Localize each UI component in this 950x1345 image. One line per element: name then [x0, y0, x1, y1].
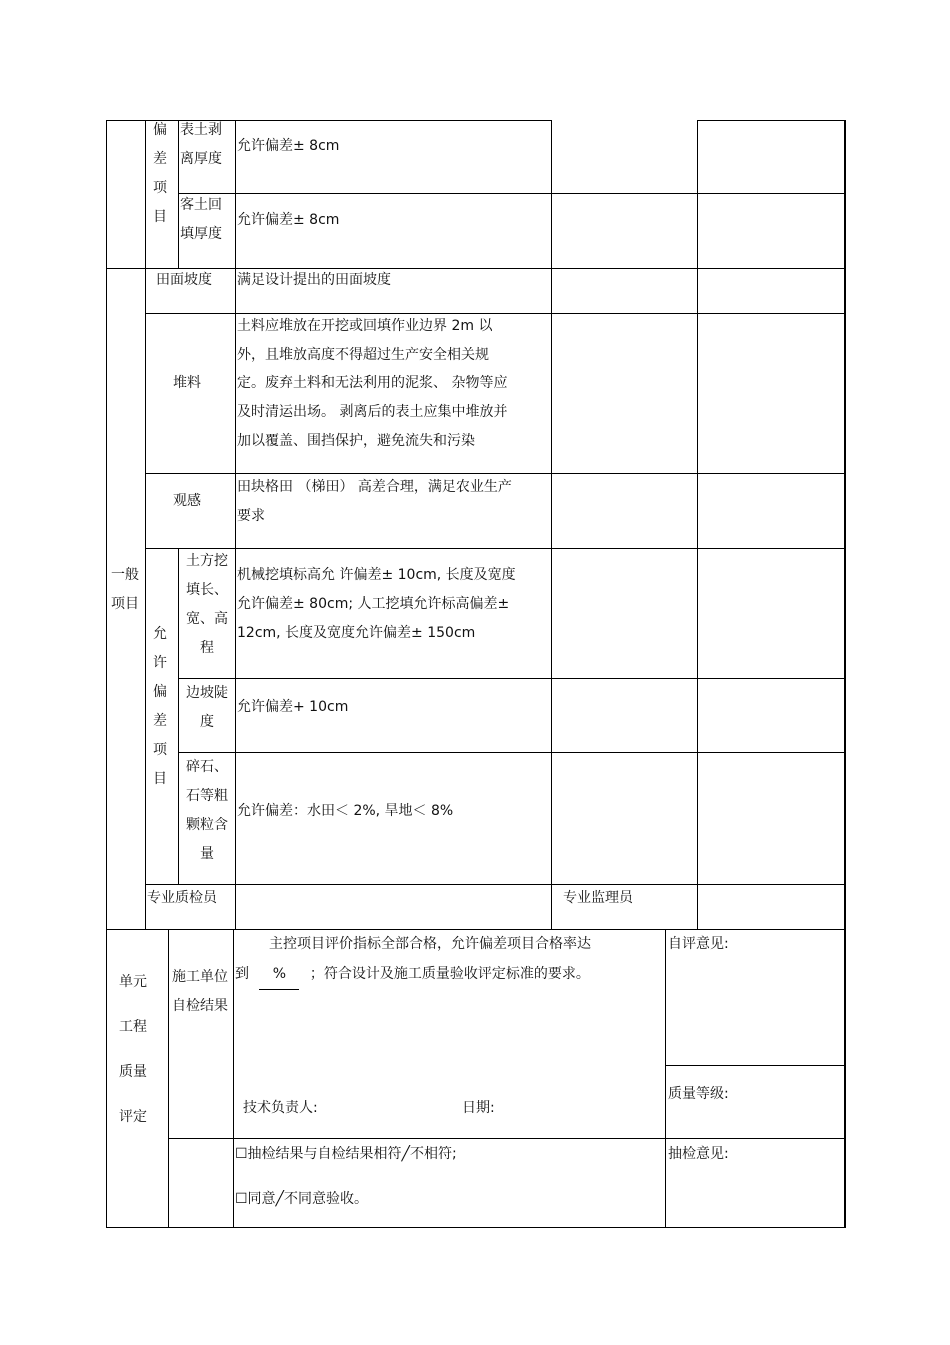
req-slope-grade: 允许偏差+ 10cm: [237, 699, 349, 715]
text-line: 田块格田 （梯田） 高差合理，满足农业生产: [237, 479, 512, 495]
item-slope-grade: 边坡陡度: [186, 685, 228, 730]
text-line: 及时清运出场。 剥离后的表土应集中堆放并: [237, 404, 508, 420]
item-appearance: 观感: [173, 493, 201, 509]
text-line: 允许偏差± 80cm; 人工挖填允许标高偏差±: [237, 596, 510, 612]
rule: [235, 120, 236, 929]
supervisor-label: 专业监理员: [563, 890, 633, 906]
text-line: 要求: [237, 508, 265, 524]
spot-check-accept[interactable]: ☐同意╱不同意验收。: [235, 1191, 368, 1207]
pass-rate-blank[interactable]: %: [259, 960, 299, 990]
text-line: 质量: [119, 1064, 147, 1080]
spot-check-match[interactable]: ☐抽检结果与自检结果相符╱不相符;: [235, 1146, 457, 1162]
rule: [844, 120, 846, 1228]
rule: [551, 120, 552, 929]
text-line: 外，且堆放高度不得超过生产安全相关规: [237, 347, 489, 363]
self-check-statement-line2: [235, 960, 590, 990]
item-topsoil-stripping: 表土剥离厚度: [180, 122, 222, 167]
suffix: ；符合设计及施工质量验收评定标准的要求。: [309, 966, 590, 982]
rule: [178, 678, 845, 679]
prefix: 到: [235, 966, 249, 982]
rule: [697, 120, 698, 929]
rule: [145, 268, 146, 929]
item-field-slope: 田面坡度: [156, 272, 212, 288]
self-opinion-label: 自评意见:: [668, 936, 729, 952]
rule: [106, 268, 845, 269]
req-topsoil-stripping: 允许偏差± 8cm: [237, 138, 340, 154]
deviation-group-label: 偏差项目: [153, 122, 167, 225]
rule: [178, 120, 179, 268]
rule: [233, 929, 234, 1227]
text-line: 单元: [119, 974, 147, 990]
allow-group-label: 允许偏差项目: [153, 626, 167, 787]
quality-grade-label: 质量等级:: [668, 1086, 729, 1102]
text-line: 机械挖填标高允 许偏差± 10cm, 长度及宽度: [237, 567, 516, 583]
rule: [178, 548, 179, 884]
text-line: 评定: [119, 1109, 147, 1125]
general-group-label: 一般项目: [111, 567, 139, 612]
rule: [168, 929, 169, 1227]
rule: [665, 1065, 845, 1066]
item-stockpile: 堆料: [173, 375, 201, 391]
rule: [145, 548, 845, 549]
req-gravel-content: 允许偏差：水田＜ 2%, 旱地＜ 8%: [237, 803, 454, 819]
rule: [106, 120, 107, 1227]
date-label: 日期:: [462, 1100, 495, 1116]
rule: [178, 752, 845, 753]
rule: [145, 884, 845, 885]
spot-opinion-label: 抽检意见:: [668, 1146, 729, 1162]
text-line: 土料应堆放在开挖或回填作业边界 2m 以: [237, 318, 493, 334]
text-line: 加以覆盖、围挡保护，避免流失和污染: [237, 433, 475, 449]
rule: [697, 120, 845, 121]
rule: [665, 929, 666, 1227]
text-line: 12cm, 长度及宽度允许偏差± 150cm: [237, 625, 476, 641]
rule: [145, 120, 146, 268]
self-check-label: 施工单位自检结果: [172, 969, 228, 1014]
text-line: 定。废弃土料和无法利用的泥浆、 杂物等应: [237, 375, 508, 391]
inspector-label: 专业质检员: [147, 890, 217, 906]
req-backfill: 允许偏差± 8cm: [237, 212, 340, 228]
rule: [178, 193, 845, 194]
tech-lead-label: 技术负责人:: [243, 1100, 318, 1116]
item-gravel-content: 碎石、石等粗颗粒含量: [186, 759, 228, 862]
text-line: 工程: [119, 1019, 147, 1035]
self-check-statement: 主控项目评价指标全部合格，允许偏差项目合格率达: [269, 936, 591, 952]
rule: [106, 1227, 845, 1228]
item-backfill: 客土回填厚度: [180, 197, 222, 242]
rule: [168, 1138, 845, 1139]
req-field-slope: 满足设计提出的田面坡度: [237, 272, 391, 288]
rule: [106, 120, 551, 121]
item-earthwork: 土方挖填长、宽、高程: [186, 553, 228, 656]
